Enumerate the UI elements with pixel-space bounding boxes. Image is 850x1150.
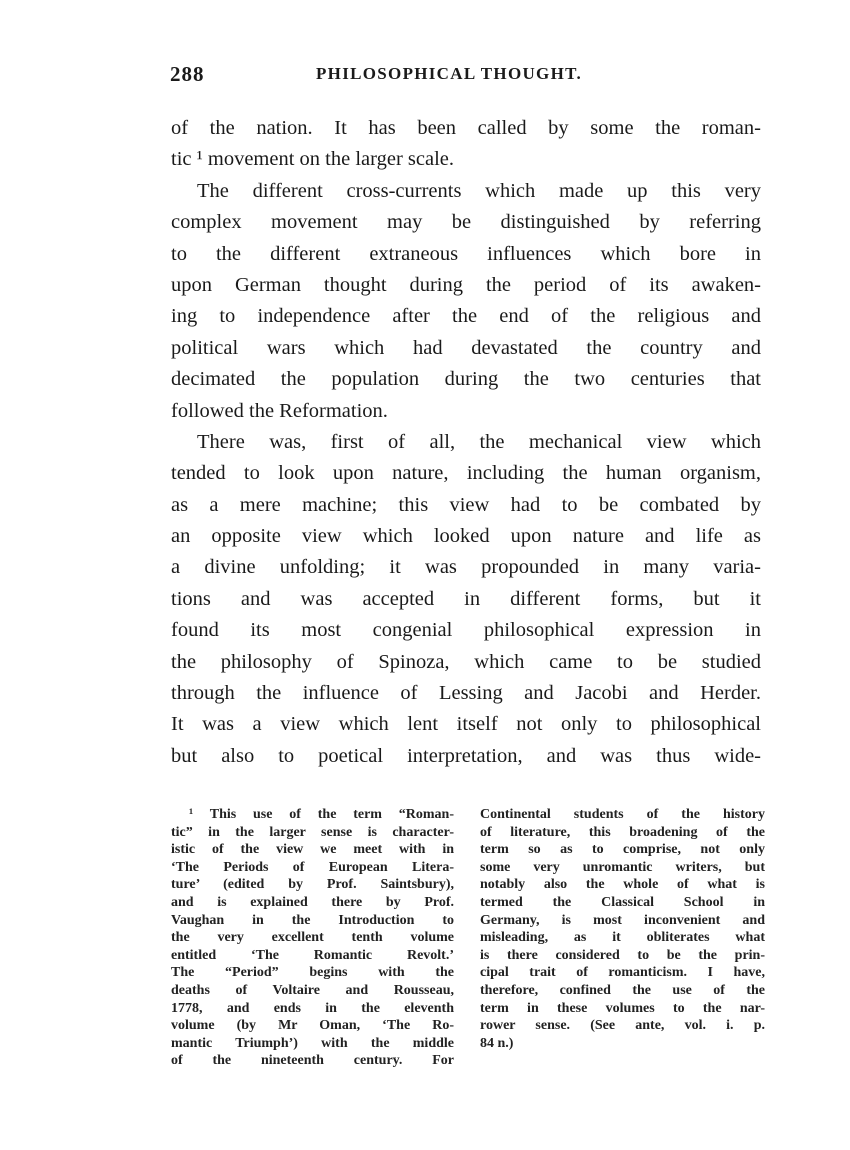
footnote-line: The “Period” begins with the xyxy=(171,965,454,981)
footnote-line: notably also the whole of what is xyxy=(480,877,765,893)
text-line: a divine unfolding; it was propounded in many varia- xyxy=(171,556,761,579)
footnote-line: therefore, confined the use of the xyxy=(480,982,765,998)
text-line: as a mere machine; this view had to be combated by xyxy=(171,493,761,516)
text-line: complex movement may be distinguished by referring xyxy=(171,211,761,234)
footnote-column-left xyxy=(171,806,454,1070)
text-line: There was, first of all, the mechanical view which xyxy=(197,430,761,453)
footnote-line: of the nineteenth century. For xyxy=(171,1053,454,1069)
footnote-line: ture’ (edited by Prof. Saintsbury), xyxy=(171,877,454,893)
text-line: the philosophy of Spinoza, which came to be studied xyxy=(171,650,761,673)
footnote-line: misleading, as it obliterates what xyxy=(480,930,765,946)
footnote-line: tic” in the larger sense is character- xyxy=(171,824,454,840)
footnote-line: Germany, is most inconvenient and xyxy=(480,912,765,928)
text-line: upon German thought during the period of its awaken- xyxy=(171,273,761,296)
text-line: through the influence of Lessing and Jacobi and Herder. xyxy=(171,682,761,705)
footnote-line: 1778, and ends in the eleventh xyxy=(171,1000,454,1016)
text-line: political wars which had devastated the country and xyxy=(171,336,761,359)
footnote-line: Continental students of the history xyxy=(480,807,765,822)
footnote-line: Vaughan in the Introduction to xyxy=(171,912,454,928)
text-line: decimated the population during the two centuries that xyxy=(171,368,761,391)
running-title: PHILOSOPHICAL THOUGHT. xyxy=(316,64,583,83)
main-text xyxy=(171,113,761,772)
footnote-line: ¹ This use of the term “Roman- xyxy=(189,807,454,822)
footnote-line: some very unromantic writers, but xyxy=(480,859,765,875)
footnote-column-right xyxy=(480,806,765,1052)
text-line: followed the Reformation. xyxy=(171,399,388,422)
text-line: It was a view which lent itself not only to philosophical xyxy=(171,713,761,736)
footnote-line: ‘The Periods of European Litera- xyxy=(171,859,454,875)
text-line: ing to independence after the end of the religious and xyxy=(171,305,761,328)
footnote-line: cipal trait of romanticism. I have, xyxy=(480,965,765,981)
footnote-line: entitled ‘The Romantic Revolt.’ xyxy=(171,947,454,963)
footnote-line: term in these volumes to the nar- xyxy=(480,1000,765,1016)
page-number: 288 xyxy=(170,62,205,86)
footnote-line: rower sense. (See ante, vol. i. p. xyxy=(480,1018,765,1034)
footnote-line: termed the Classical School in xyxy=(480,894,765,910)
text-line: tended to look upon nature, including the human organism, xyxy=(171,462,761,485)
footnote-line: istic of the view we meet with in xyxy=(171,842,454,858)
footnote-line: is there considered to be the prin- xyxy=(480,947,765,963)
text-line: but also to poetical interpretation, and was thus wide- xyxy=(171,744,761,767)
footnote-line: and is explained there by Prof. xyxy=(171,894,454,910)
text-line: an opposite view which looked upon nature and life as xyxy=(171,525,761,548)
footnote-line: the very excellent tenth volume xyxy=(171,930,454,946)
text-line: tic ¹ movement on the larger scale. xyxy=(171,148,454,171)
footnote-line: term so as to comprise, not only xyxy=(480,842,765,858)
footnote-line: mantic Triumph’) with the middle xyxy=(171,1035,454,1051)
text-line: The different cross-currents which made up this very xyxy=(197,179,761,202)
footnote-line: 84 n.) xyxy=(480,1035,514,1051)
footnote-line: of literature, this broadening of the xyxy=(480,824,765,840)
footnote-line: deaths of Voltaire and Rousseau, xyxy=(171,982,454,998)
text-line: tions and was accepted in different forms, but it xyxy=(171,587,761,610)
text-line: found its most congenial philosophical expression in xyxy=(171,619,761,642)
text-line: of the nation. It has been called by some the roman- xyxy=(171,117,761,139)
running-header xyxy=(170,62,762,90)
footnote-line: volume (by Mr Oman, ‘The Ro- xyxy=(171,1018,454,1034)
text-line: to the different extraneous influences which bore in xyxy=(171,242,761,265)
